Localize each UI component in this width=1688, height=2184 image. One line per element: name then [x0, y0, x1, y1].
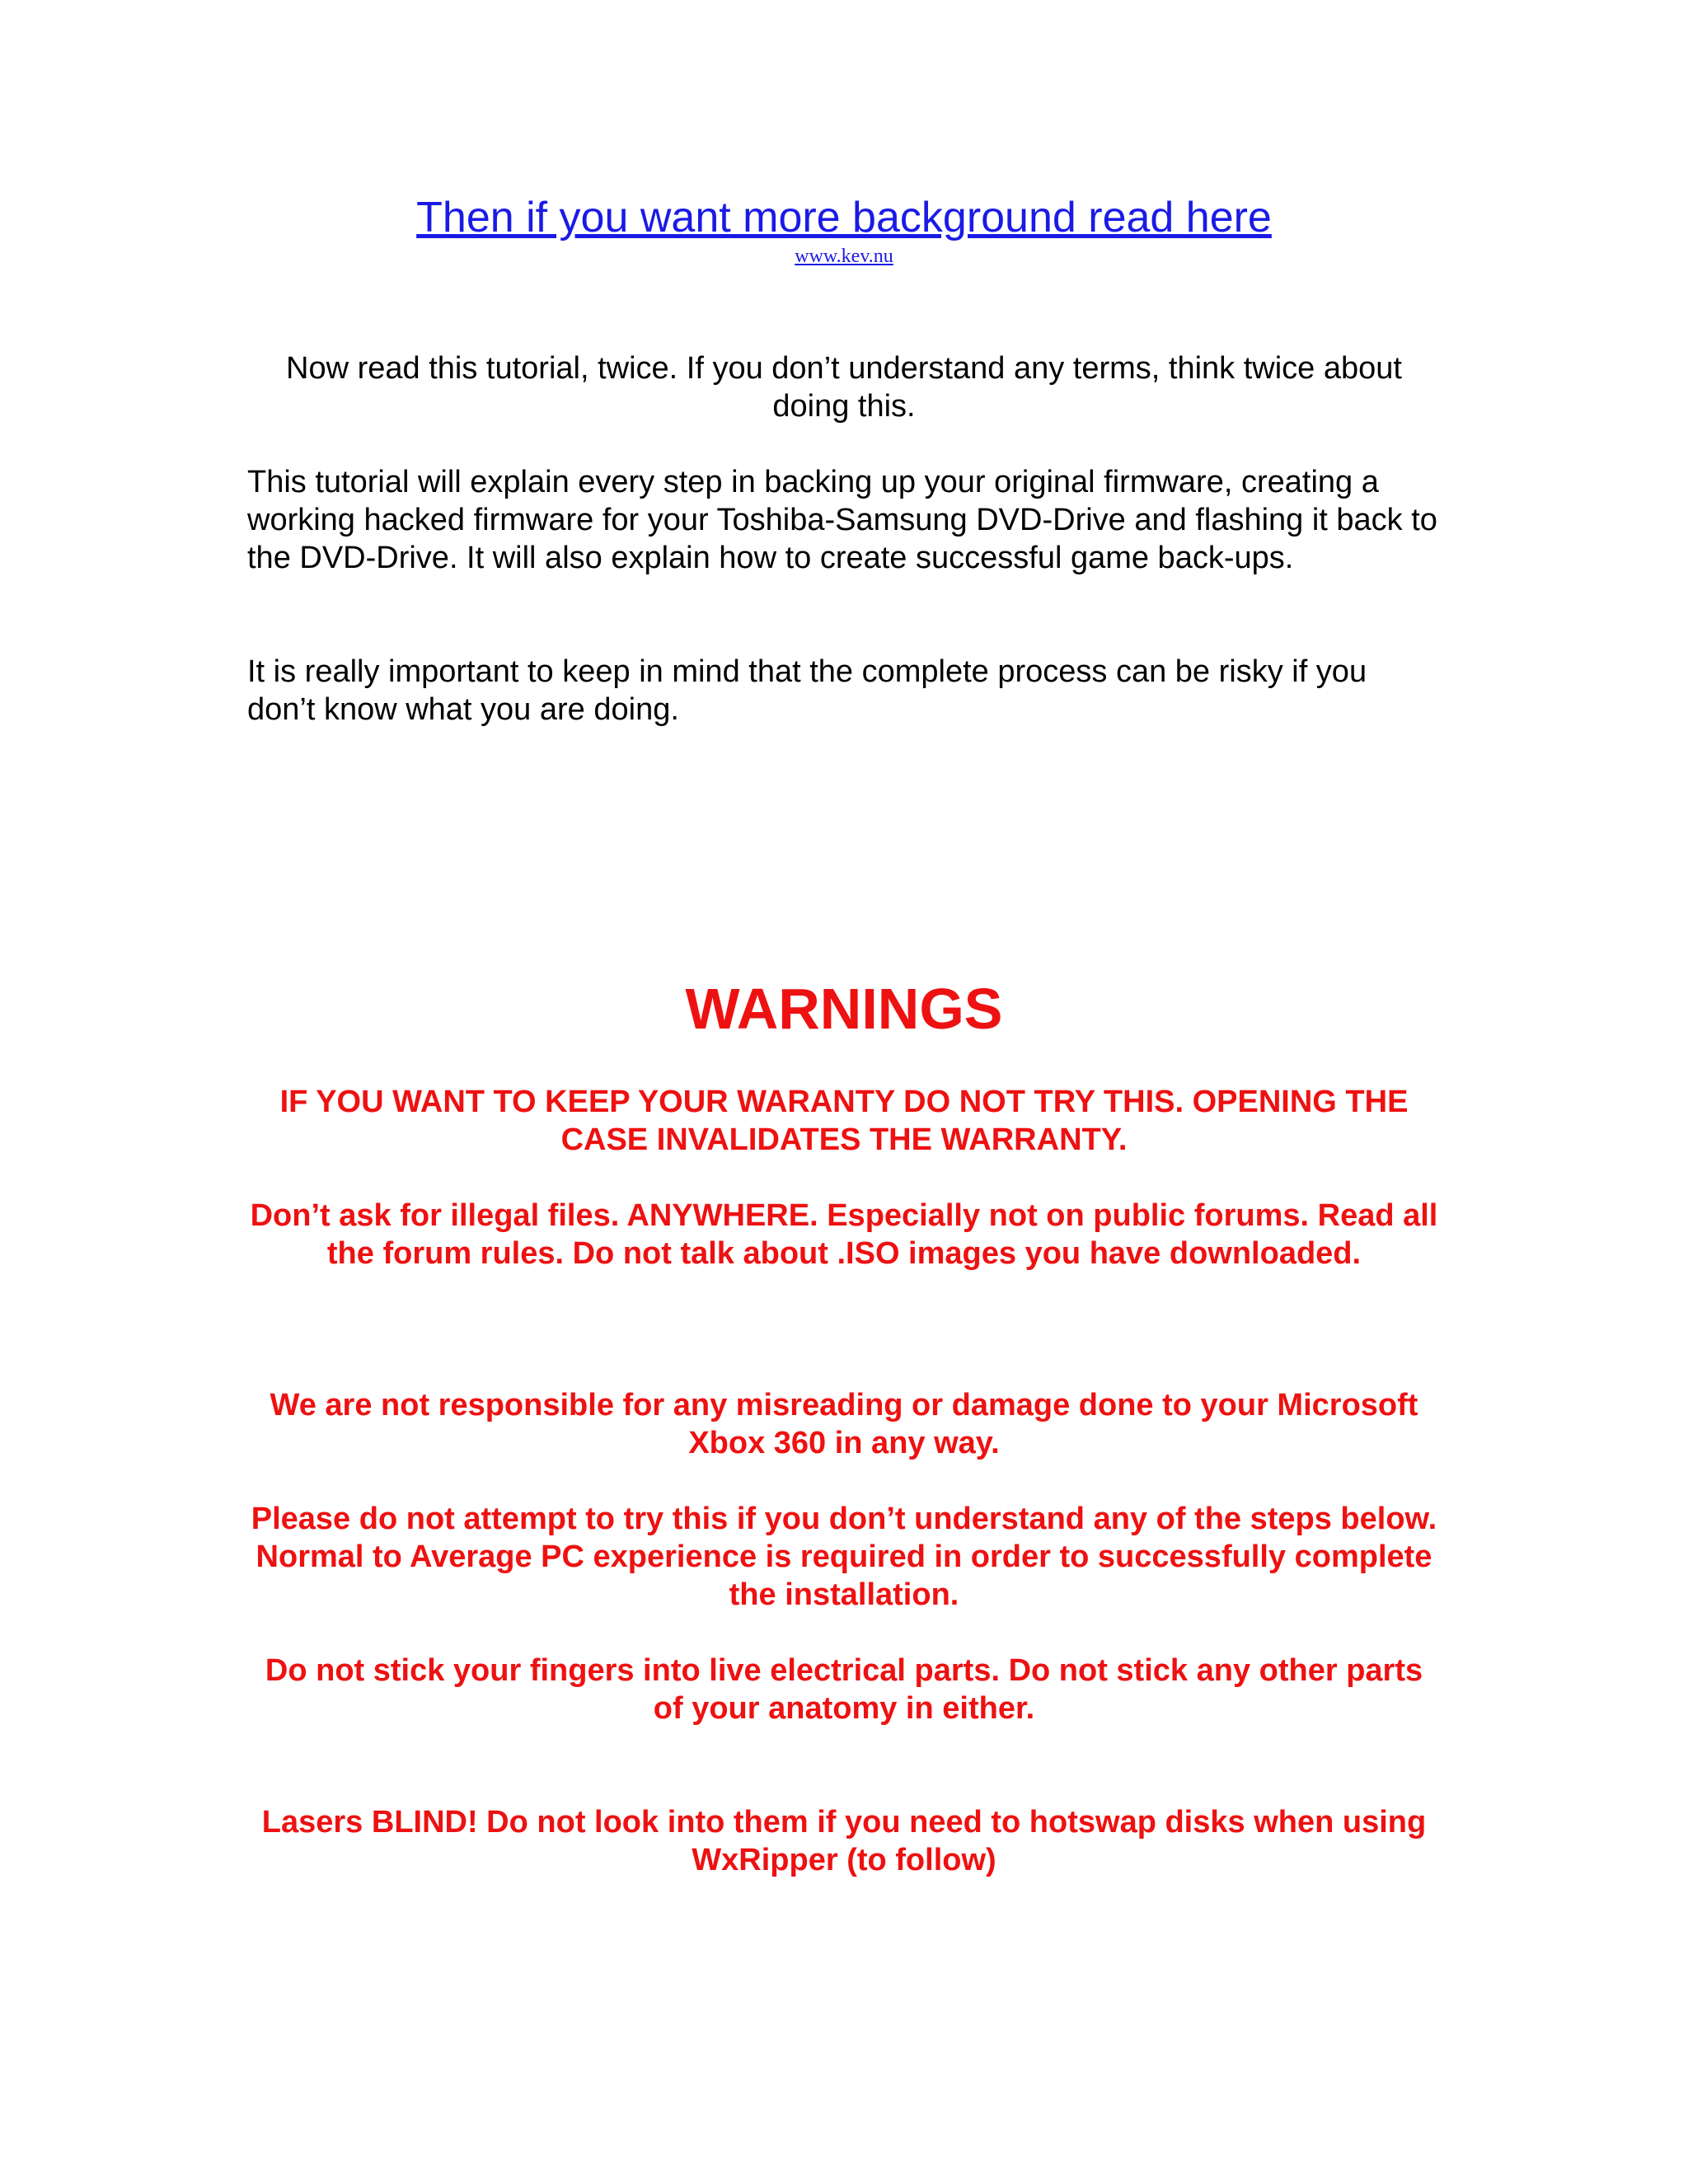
warning-lasers: Lasers BLIND! Do not look into them if you need to hotswap disks when using WxRipper (to follow): [261, 1805, 1427, 1877]
warning-warranty: IF YOU WANT TO KEEP YOUR WARANTY DO NOT TRY THIS. OPENING THE CASE INVALIDATES THE WARRANTY.: [279, 1085, 1409, 1157]
warning-responsibility: We are not responsible for any misreading or damage done to your Microsoft Xbox 360 in any way.: [270, 1388, 1418, 1460]
warning-experience: Please do not attempt to try this if you don’t understand any of the steps below. Normal to Average PC experience is required in order to successfully complete the installation.: [251, 1502, 1437, 1612]
intro-paragraph-read-twice: Now read this tutorial, twice. If you don’t understand any terms, think twice about doing this.: [286, 351, 1402, 424]
background-link[interactable]: Then if you want more background read here: [416, 194, 1272, 241]
kev-nu-link[interactable]: www.kev.nu: [795, 246, 893, 267]
intro-paragraph-tutorial-scope: This tutorial will explain every step in backing up your original firmware, creating a working hacked firmware for your Toshiba-Samsung DVD-Drive and flashing it back to the DVD-Drive. It will also explain how to create successful game back-ups.: [247, 465, 1437, 575]
background-link-block: [247, 191, 1441, 269]
intro-paragraph-risk: It is really important to keep in mind that the complete process can be risky if you don’t know what you are doing.: [247, 654, 1367, 727]
warning-illegal-files: Don’t ask for illegal files. ANYWHERE. Especially not on public forums. Read all the forum rules. Do not talk about .ISO images you have downloaded.: [250, 1198, 1438, 1271]
warning-electrical: Do not stick your fingers into live electrical parts. Do not stick any other parts of your anatomy in either.: [265, 1653, 1423, 1726]
warnings-heading: WARNINGS: [685, 977, 1003, 1041]
